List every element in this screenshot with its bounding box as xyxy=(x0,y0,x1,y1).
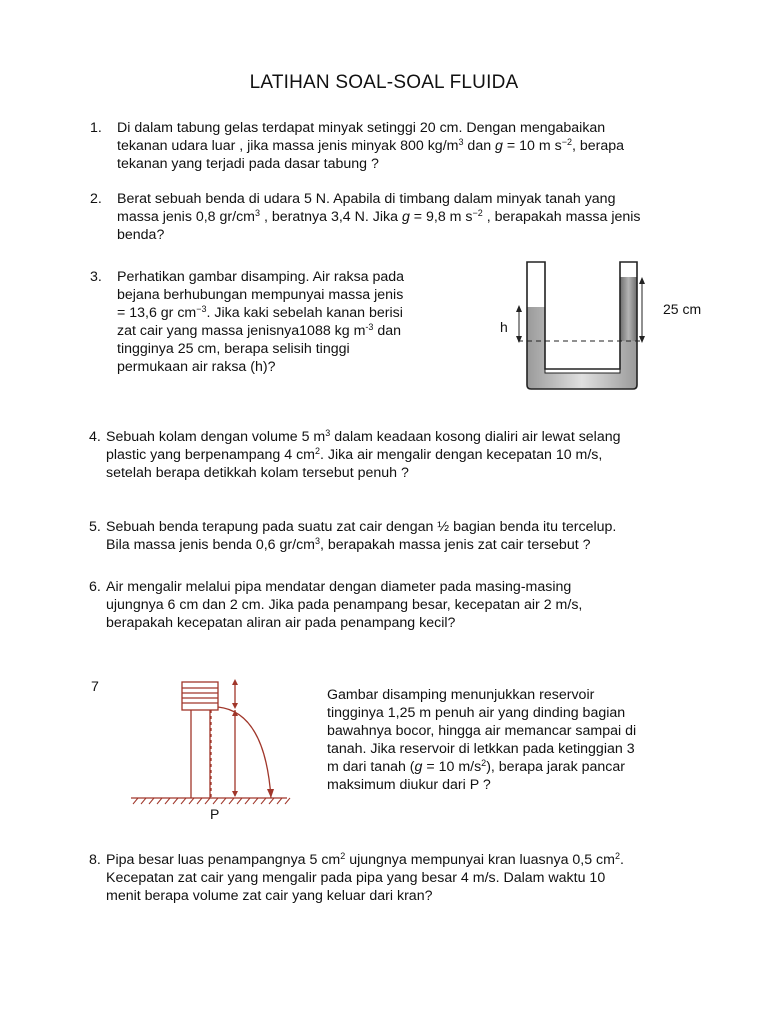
right-liquid-column xyxy=(620,277,637,341)
page-title: LATIHAN SOAL-SOAL FLUIDA xyxy=(249,72,519,93)
question-number: 8. xyxy=(89,852,101,868)
p-label: P xyxy=(210,806,220,822)
question-number: 2. xyxy=(90,191,102,207)
question-text: Perhatikan gambar disamping. Air raksa pada bejana berhubungan mempunyai massa jenis = 13,6 gr $cm^{-3}$. Jika kaki sebelah kanan berisi zat cair yang massa jenisnya1088 kg $m^{-3}$ dan tingginya 25 cm, berapa selisih tinggi permukaan air raksa (h)? xyxy=(117,269,405,375)
reservoir-tank xyxy=(182,682,218,710)
question-text: Berat sebuah benda di udara 5 N. Apabila di timbang dalam minyak tanah yang massa jenis 0,8 $gr/cm^3$ , beratnya 3,4 N. Jika g = 9,8 m $s^{-2}$ , berapakah massa jenis benda? xyxy=(117,191,641,243)
u-tube-diagram xyxy=(490,255,720,395)
question-text: Air mengalir melalui pipa mendatar dengan diameter pada masing-masing ujungnya 6 cm dan 2 cm. Jika pada penampang besar, kecepatan air 2 m/s, berapakah kecepatan aliran air pada penampang kecil? xyxy=(106,579,583,631)
question-text: Di dalam tabung gelas terdapat minyak setinggi 20 cm. Dengan mengabaikan tekanan udara luar , jika massa jenis minyak 800 $kg/m^3$ dan g = 10 m $s^{-2}$, berapa tekanan yang terjadi pada dasar tabung ? xyxy=(117,120,625,172)
question-number: 5. xyxy=(89,519,101,535)
question-number: 3. xyxy=(90,269,102,285)
question-text: Gambar disamping menunjukkan reservoir tingginya 1,25 m penuh air yang dinding bagian bawahnya bocor, hingga air memancar sampai di tanah. Jika reservoir di letkkan pada ketinggian 3 m dari tanah (g = 10 $m/s^2$), berapa jarak pancar maksimum diukur dari P ? xyxy=(327,687,637,793)
question-text: Pipa besar luas penampangnya 5 $cm^2$ ujungnya mempunyai kran luasnya 0,5 $cm^2$. Kecepatan zat cair yang mengalir pada pipa yang besar 4 m/s. Dalam waktu 10 menit berapa volume zat cair yang keluar dari kran? xyxy=(106,851,624,904)
reservoir-diagram xyxy=(125,676,295,826)
h-label: h xyxy=(500,319,508,335)
water-jet-trajectory xyxy=(218,707,271,798)
question-number: 6. xyxy=(89,579,101,595)
height-label-25cm: 25 cm xyxy=(663,301,702,317)
question-text: Sebuah kolam dengan volume 5 $m^3$ dalam keadaan kosong dialiri air lewat selang plastic yang berpenampang 4 $cm^2$. Jika air mengalir dengan kecepatan 10 m/s, setelah berapa detikkah kolam tersebut penuh ? xyxy=(106,428,621,481)
question-number: 1. xyxy=(90,120,102,136)
question-number: 7 xyxy=(91,679,99,695)
question-text: Sebuah benda terapung pada suatu zat cair dengan ½ bagian benda itu tercelup. Bila massa jenis benda 0,6 $gr/cm^3$, berapakah massa jenis zat cair tersebut ? xyxy=(106,519,617,553)
question-number: 4. xyxy=(89,429,101,445)
